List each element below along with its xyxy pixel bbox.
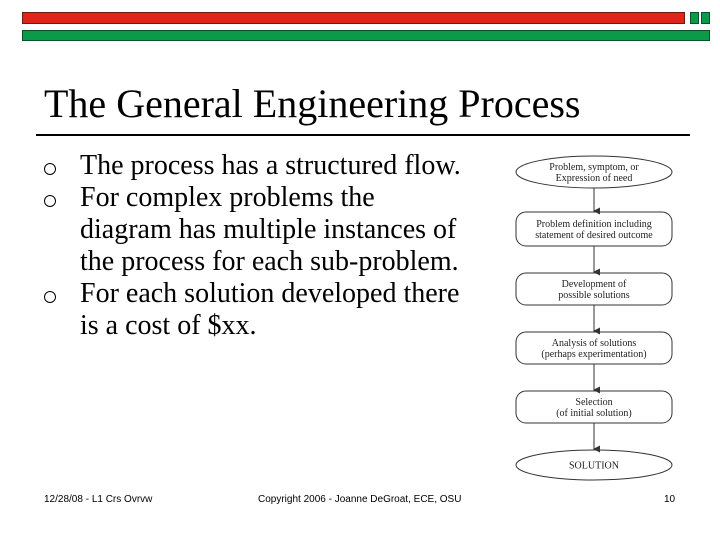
header-green-bar	[22, 30, 710, 41]
flowchart-node	[516, 273, 672, 305]
footer-left: 12/28/08 - L1 Crs Ovrvw	[44, 494, 153, 505]
bullet-item	[44, 278, 464, 342]
flowchart-node	[516, 450, 672, 480]
hollow-circle-bullet-icon	[44, 291, 56, 303]
flowchart-node	[516, 156, 672, 188]
hollow-circle-bullet-icon	[44, 195, 56, 207]
footer-page-number: 10	[664, 494, 676, 505]
header-corner-box-right	[701, 12, 710, 24]
flowchart-node-label: Problem definition including	[536, 219, 652, 230]
header-corner-box-left	[690, 12, 699, 24]
flowchart-node-label: SOLUTION	[569, 460, 619, 472]
flowchart-node-label: (of initial solution)	[556, 408, 632, 419]
flowchart-node-label: (perhaps experimentation)	[541, 349, 647, 360]
flowchart-node-label: Expression of need	[555, 173, 633, 184]
flowchart-node	[516, 391, 672, 423]
flowchart-node	[516, 212, 672, 246]
bullet-text: For each solution developed there is a cost of $xx.	[80, 278, 460, 341]
flowchart-node	[516, 332, 672, 364]
hollow-circle-bullet-icon	[44, 163, 56, 175]
bullet-item	[44, 150, 464, 182]
bullet-text: The process has a structured flow.	[80, 150, 461, 181]
flowchart-node-label: Problem, symptom, or	[549, 162, 639, 173]
header-red-bar	[22, 12, 685, 24]
flowchart-node-label: possible solutions	[558, 290, 630, 301]
footer-copyright: Copyright 2006 - Joanne DeGroat, ECE, OSU	[258, 494, 462, 505]
flowchart-node-label: statement of desired outcome	[535, 230, 653, 241]
bullet-list	[44, 150, 464, 342]
flowchart-node-label: Analysis of solutions	[551, 338, 637, 349]
flowchart-node-label: Development of	[561, 279, 627, 290]
title-underline	[36, 134, 690, 136]
engineering-process-flowchart	[510, 150, 680, 490]
flowchart-node-label: Selection	[575, 397, 613, 408]
slide-title: The General Engineering Process	[44, 81, 581, 126]
bullet-item	[44, 182, 464, 278]
bullet-text: For complex problems the diagram has multiple instances of the process for each sub-problem.	[80, 182, 459, 277]
